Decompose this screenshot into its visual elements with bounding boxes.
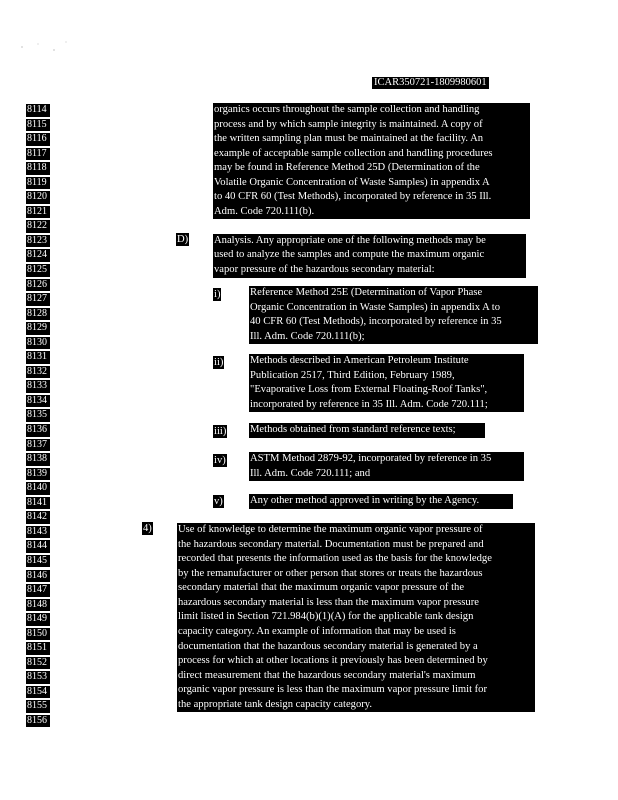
text-line: process for which at other locations it previously has been determined by: [178, 655, 488, 667]
text-line: documentation that the hazardous secondary material is generated by a: [178, 640, 478, 652]
text-line: Ill. Adm. Code 720.111; and: [250, 467, 371, 479]
item-iii-paragraph: [249, 423, 485, 438]
section-d-marker: D): [177, 233, 189, 245]
line-number: 8123: [26, 234, 50, 249]
line-number: 8126: [26, 278, 50, 293]
line-number: 8150: [26, 627, 50, 642]
text-line: the appropriate tank design capacity category.: [178, 698, 373, 710]
section-d-paragraph: [213, 234, 526, 278]
document-id: ICAR350721-1809980601: [374, 77, 487, 88]
line-number: 8140: [26, 481, 50, 496]
text-line: limit listed in Section 721.984(b)(1)(A) for the applicable tank design: [178, 611, 474, 623]
line-number: 8146: [26, 569, 50, 584]
line-number-column: [26, 103, 50, 729]
line-number: 8137: [26, 438, 50, 453]
line-number: 8144: [26, 539, 50, 554]
text-line: Organic Concentration in Waste Samples) in appendix A to: [250, 301, 501, 313]
text-line: ASTM Method 2879-92, incorporated by reference in 35: [250, 453, 492, 465]
line-number: 8143: [26, 525, 50, 540]
line-number: 8154: [26, 685, 50, 700]
line-number: 8129: [26, 321, 50, 336]
section-4-marker: 4): [143, 523, 152, 535]
line-number: 8149: [26, 612, 50, 627]
text-line: Volatile Organic Concentration of Waste Samples) in appendix A: [214, 176, 490, 188]
text-line: secondary material that the maximum organic vapor pressure of the: [178, 582, 465, 594]
item-i-paragraph: [249, 286, 538, 344]
line-number: 8124: [26, 248, 50, 263]
text-line: Any other method approved in writing by the Agency.: [250, 495, 480, 507]
text-line: Methods obtained from standard reference texts;: [250, 424, 456, 436]
continuation-paragraph: [213, 103, 530, 219]
scan-specks: [18, 38, 78, 54]
text-line: by the remanufacturer or other person that stores or treats the hazardous: [178, 567, 483, 579]
line-number: 8118: [26, 161, 50, 176]
line-number: 8122: [26, 219, 50, 234]
text-line: capacity category. An example of information that may be used is: [178, 626, 456, 638]
text-line: example of acceptable sample collection and handling procedures: [214, 147, 493, 159]
line-number: 8138: [26, 452, 50, 467]
item-iii-marker: iii): [214, 425, 227, 437]
line-number: 8152: [26, 656, 50, 671]
line-number: 8147: [26, 583, 50, 598]
line-number: 8135: [26, 408, 50, 423]
text-line: Use of knowledge to determine the maximum organic vapor pressure of: [178, 524, 483, 536]
item-v-marker: v): [214, 496, 223, 508]
text-line: "Evaporative Loss from External Floating-Roof Tanks",: [250, 384, 488, 396]
text-line: 40 CFR 60 (Test Methods), incorporated by reference in 35: [250, 316, 502, 328]
section-4-paragraph: [177, 523, 535, 712]
line-number: 8114: [26, 103, 50, 118]
line-number: 8142: [26, 510, 50, 525]
text-line: direct measurement that the hazardous secondary material's maximum: [178, 669, 476, 681]
text-line: hazardous secondary material is less than the maximum vapor pressure: [178, 596, 479, 608]
text-line: incorporated by reference in 35 Ill. Adm. Code 720.111;: [250, 398, 488, 410]
line-number: 8148: [26, 598, 50, 613]
text-line: Ill. Adm. Code 720.111(b);: [250, 330, 365, 342]
line-number: 8127: [26, 292, 50, 307]
line-number: 8128: [26, 307, 50, 322]
line-number: 8121: [26, 205, 50, 220]
text-line: may be found in Reference Method 25D (Determination of the: [214, 162, 480, 174]
item-ii-marker: ii): [214, 356, 224, 368]
text-line: the hazardous secondary material. Documentation must be prepared and: [178, 538, 484, 550]
text-line: recorded that presents the information used as the basis for the knowledge: [178, 553, 492, 565]
item-ii-paragraph: [249, 354, 524, 412]
line-number: 8139: [26, 467, 50, 482]
line-number: 8151: [26, 641, 50, 656]
text-line: Reference Method 25E (Determination of Vapor Phase: [250, 287, 483, 299]
item-i-marker: i): [214, 288, 221, 300]
line-number: 8156: [26, 714, 50, 729]
line-number: 8153: [26, 670, 50, 685]
line-number: 8130: [26, 336, 50, 351]
line-number: 8132: [26, 365, 50, 380]
text-line: the written sampling plan must be maintained at the facility. An: [214, 133, 484, 145]
item-iv-paragraph: [249, 452, 524, 481]
line-number: 8115: [26, 118, 50, 133]
line-number: 8136: [26, 423, 50, 438]
line-number: 8145: [26, 554, 50, 569]
text-line: used to analyze the samples and compute the maximum organic: [214, 249, 485, 261]
line-number: 8134: [26, 394, 50, 409]
text-line: organic vapor pressure is less than the maximum vapor pressure limit for: [178, 684, 488, 696]
text-line: vapor pressure of the hazardous secondary material:: [214, 263, 435, 275]
line-number: 8133: [26, 379, 50, 394]
text-line: Methods described in American Petroleum Institute: [250, 355, 469, 366]
line-number: 8120: [26, 190, 50, 205]
text-line: organics occurs throughout the sample collection and handling: [214, 104, 480, 115]
line-number: 8119: [26, 176, 50, 191]
line-number: 8131: [26, 350, 50, 365]
text-line: to 40 CFR 60 (Test Methods), incorporated by reference in 35 Ill.: [214, 191, 492, 203]
text-line: process and by which sample integrity is maintained. A copy of: [214, 118, 483, 130]
item-iv-marker: iv): [214, 454, 226, 466]
item-v-paragraph: [249, 494, 513, 509]
line-number: 8117: [26, 147, 50, 162]
line-number: 8141: [26, 496, 50, 511]
text-line: Publication 2517, Third Edition, February 1989,: [250, 369, 455, 381]
line-number: 8116: [26, 132, 50, 147]
line-number: 8125: [26, 263, 50, 278]
text-line: Adm. Code 720.111(b).: [214, 205, 315, 217]
text-line: Analysis. Any appropriate one of the following methods may be: [214, 234, 486, 246]
line-number: 8155: [26, 699, 50, 714]
